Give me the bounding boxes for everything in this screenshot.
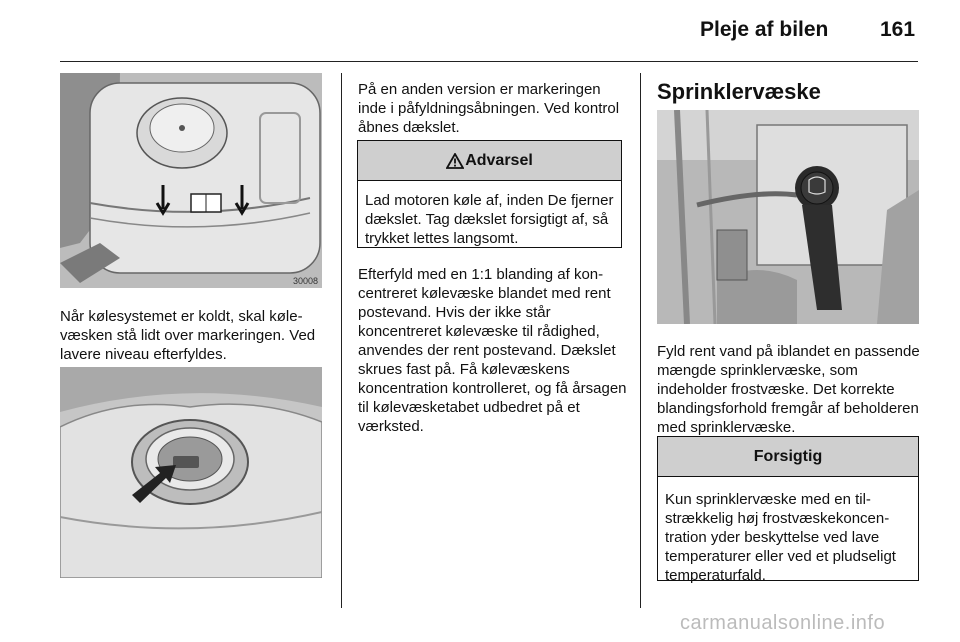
page-number: 161 (880, 18, 916, 41)
caution-title: Forsigtig (753, 447, 823, 465)
warning-text: Lad motoren køle af, inden De fjerner dækslet. Tag dækslet forsigtigt af, så trykket lettes langsomt. (365, 192, 614, 247)
coolant-level-paragraph: Når kølesystemet er koldt, skal kølevæsken stå lidt over markeringen. Ved lavere niveau efterfyldes. (60, 308, 316, 363)
header-rule (60, 61, 918, 62)
refill-instructions-paragraph: Efterfyld med en 1:1 blanding af koncentreret kølevæske blandet med rent postevand. Hvis der ikke står koncentreret kølevæske til rådighed, anvendes der rent postevand. Dækslet skrues fast på. Få kølevæskens koncentration kontrolleret, og få årsagen til kølevæsketabet udbedret på et værksted. (358, 266, 627, 435)
washer-fluid-illustration (657, 110, 919, 324)
caution-box (657, 436, 919, 584)
warning-triangle-icon (446, 153, 464, 169)
column-divider-1 (341, 73, 342, 608)
caution-text: Kun sprinklervæske med en tilstrækkelig høj frostvæskekoncentration yder beskyttelse ved lave temperaturer eller ved et pludseligt temperaturfald. (665, 491, 896, 584)
coolant-reservoir-illustration (60, 73, 322, 288)
warning-box (357, 140, 622, 248)
filler-opening-figure (60, 367, 322, 578)
section-title: Sprinklervæske (657, 79, 821, 104)
warning-title: Advarsel (465, 151, 533, 169)
washer-fluid-figure (657, 110, 919, 324)
filler-opening-illustration (60, 367, 322, 578)
washer-fluid-paragraph: Fyld rent vand på iblandet en passende mængde sprinklervæske, som indeholder frostvæske. Det korrekte blandingsforhold fremgår af beholderen med sprinklervæske. (657, 343, 920, 436)
caution-box-header (658, 437, 918, 477)
alternative-marking-paragraph: På en anden version er markeringen inde i påfyldningsåbningen. Ved kontrol åbnes dækslet. (358, 81, 620, 136)
figure-number: 30008 (292, 276, 318, 286)
coolant-reservoir-figure (60, 73, 322, 288)
warning-box-header (358, 141, 621, 181)
page-header-title: Pleje af bilen (700, 18, 829, 41)
column-divider-2 (640, 73, 641, 608)
footer-watermark-url: carmanualsonline.info (680, 612, 886, 634)
